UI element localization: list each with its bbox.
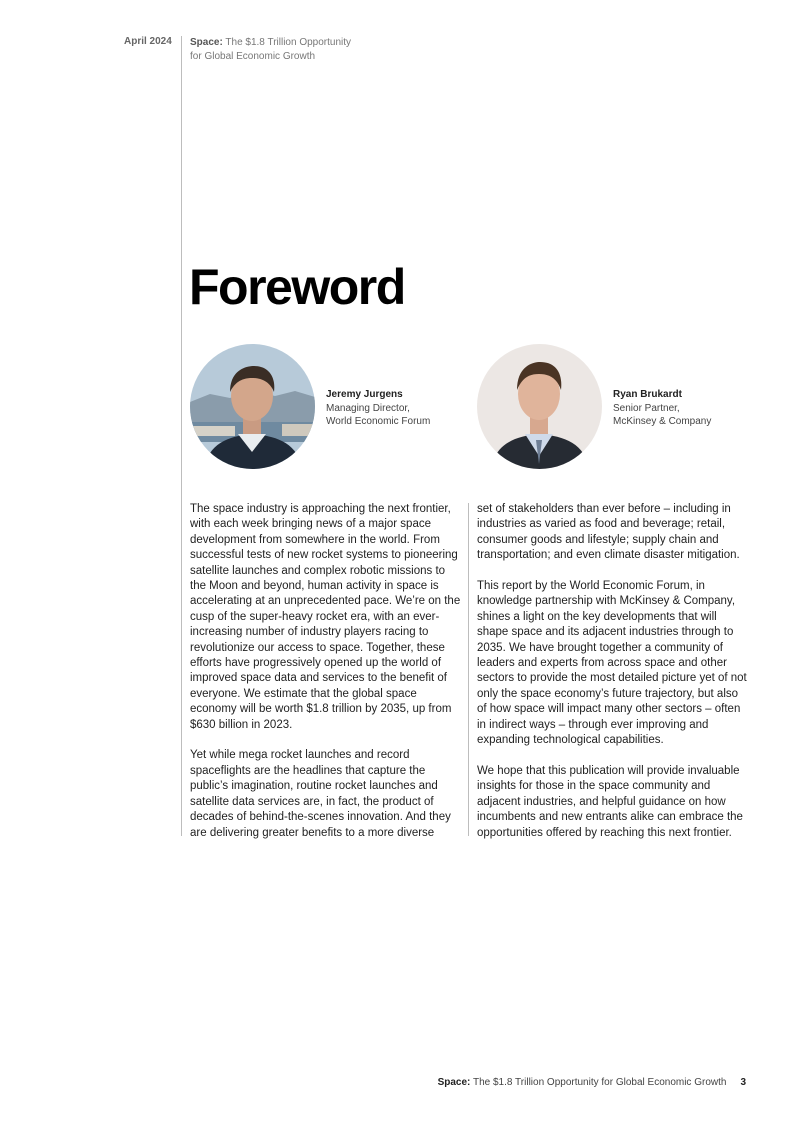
author-org: World Economic Forum [326,416,431,427]
author-ryan-brukardt [613,388,711,429]
paragraph: This report by the World Economic Forum, in knowledge partnership with McKinsey & Company, shines a light on the key developments that will shape space and its adjacent industries through to 2035. We have brought together a community of leaders and experts from across space and other sectors to provide the most detailed picture yet of not only the space economy’s future trajectory, but also of how space will impact many other sectors – often in indirect ways – through ever improving and expanding technological capabilities. [477,580,747,747]
portrait-jeremy-jurgens-image [190,344,315,469]
footer-report-title-bold: Space: [437,1077,471,1088]
header-report-title [190,36,410,63]
column-divider [468,503,469,836]
author-role: Managing Director, [326,402,410,414]
author-name: Ryan Brukardt [613,389,682,400]
author-name: Jeremy Jurgens [326,389,403,400]
page-title: Foreword [189,259,405,315]
header-date: April 2024 [124,36,172,47]
portrait-ryan-brukardt [477,344,602,469]
body-column-1 [190,502,462,856]
body-column-2 [477,502,749,856]
author-org: McKinsey & Company [613,416,712,427]
paragraph: We hope that this publication will provide invaluable insights for those in the space community and adjacent industries, and helpful guidance on how incumbents and new entrants alike can embrace the opportunities offered by reaching this next frontier. [477,764,743,839]
portrait-ryan-brukardt-image [477,344,602,469]
portrait-jeremy-jurgens [190,344,315,469]
header-report-title-rest: The $1.8 Trillion Opportunity [222,37,352,48]
author-role: Senior Partner, [613,402,680,414]
footer-report-title-rest: The $1.8 Trillion Opportunity for Global Economic Growth [470,1077,727,1088]
paragraph: The space industry is approaching the next frontier, with each week bringing news of a major space development from somewhere in the world. From successful tests of new rocket systems to pioneering satellite launches and complex robotic missions to the Moon and beyond, human activity in space is accelerating at an unprecedented pace. We’re on the cusp of the super-heavy rocket era, with an ever-increasing number of industry players racing to revolutionize our access to space. Together, these efforts have progressively opened up the world of improved space data and services to the benefit of everyone. We estimate that the global space economy will be worth $1.8 trillion by 2035, up from $630 billion in 2023. [190,503,461,731]
author-jeremy-jurgens [326,388,430,429]
paragraph: set of stakeholders than ever before – including in industries as varied as food and beverage; retail, consumer goods and lifestyle; supply chain and transportation; and even climate disaster mitigation. [477,503,740,562]
page-number: 3 [740,1077,746,1088]
paragraph: Yet while mega rocket launches and record spaceflights are the headlines that capture the public’s imagination, routine rocket launches and satellite data services are, in fact, the product of decades of behind-the-scenes innovation. And they are delivering greater benefits to a more diverse [190,749,451,839]
header-report-title-line2: for Global Economic Growth [190,50,316,62]
header-report-title-bold: Space: [190,37,223,48]
page-footer [438,1077,746,1088]
header-divider [181,36,182,836]
